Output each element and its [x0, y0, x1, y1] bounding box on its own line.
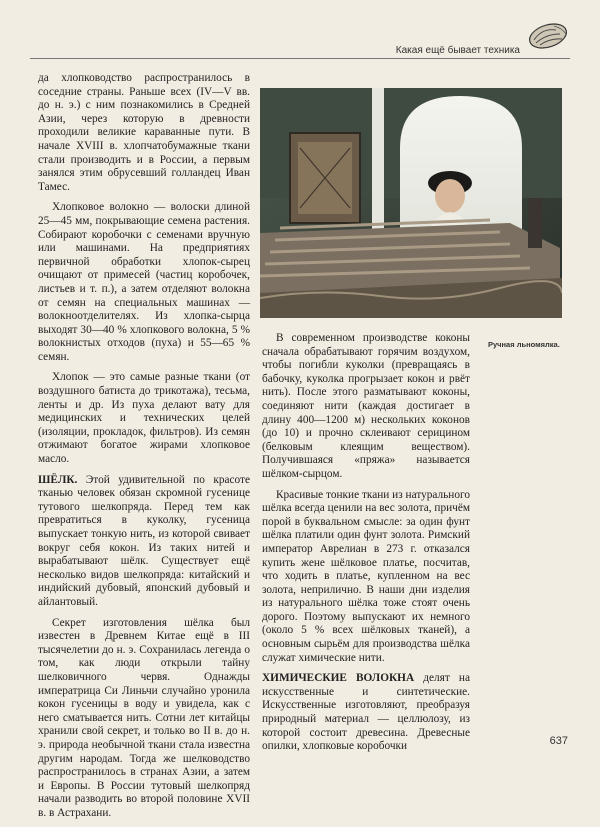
running-header-title: Какая ещё бывает техника — [395, 45, 520, 56]
paragraph-body: Этой удивительной по красоте тканью человек обязан скромной гусенице тутового шелкопряда. Перед тем как превратиться в куколку, гусеница выпускает тонкую нить, из которой свивает вокруг себя кокон. Из таких нитей и вырабатывают шёлк. Существует ещё несколько видов шелкопряда: китайский и индийский дубовый, японский дубовый и айлантовый. — [38, 473, 250, 608]
paragraph-silk — [38, 474, 250, 610]
paragraph: Хлопковое волокно — волоски длиной 25—45 мм, покрывающие семена растения. Собирают коробочки с семенами вручную или машинами. На предприятиях первичной обработки хлопок-сырец очищают от примесей (частиц коробочек, листьев и т. п.), а затем отделяют волокна от семян на специальных машинах — волокноотделителях. Из хлопка-сырца выходят 30—40 % хлопкового волокна, 5 % волокнистых отходов (пуха) и 55—65 % семян. — [38, 201, 250, 363]
right-text-column — [262, 332, 470, 761]
page-number: 637 — [549, 735, 568, 747]
photo-caption: Ручная льномялка. — [488, 340, 560, 349]
left-text-column — [38, 72, 250, 827]
paragraph: Секрет изготовления шёлка был известен в Древнем Китае ещё в III тысячелетии до н. э. Сохранилась легенда о том, как люди открыли тайну шелковичного червя. Однажды императрица Си Линьчи случайно уронила кокон гусеницы в воду и увидела, как с него сматывается нить. Сотни лет китайцы хранили свой секрет, и только во II в. до н. э. природа необычной ткани стала известна другим народам. Тогда же шелководство распространилось в странах Азии, а затем и Европы. В России тутовый шелкопряд начали разводить во второй половине XVII в. в Астрахани. — [38, 616, 250, 819]
header-rule — [30, 58, 570, 59]
paragraph: В современном производстве коконы сначала обрабатывают горячим воздухом, чтобы погибли куколки (превращаясь в бабочку, куколка прогрызает кокон и рвёт нить). После этого разматывают коконы, соединяют нити (каждая достигает в длину 400—1200 м) нескольких коконов (до 10) и прочно склеивают серицином (белковым клеящим веществом). Получившаяся «пряжа» называется шёлком-сырцом. — [262, 332, 470, 480]
paragraph: Хлопок — это самые разные ткани (от воздушного батиста до трикотажа), тесьма, ленты и др. Из пуха делают вату для медицинских и технических целей (изоляции, прокладок, фильтров). Из семян отжимают богатое жирами хлопковое масло. — [38, 371, 250, 466]
paragraph: Красивые тонкие ткани из натурального шёлка всегда ценили на вес золота, причём порой в буквальном смысле: за один фунт шёлка платили один фунт золота. Римский император Аврелиан в 273 г. отказался купить жене шёлковое платье, посчитав, что ходить в платье, купленном на вес золота, неприлично. В наши дни изделия из натурального шёлка тоже стоят очень дорого. Поэтому выпускают их немного (около 5 % всех шёлковых тканей), а основным сырьём для производства шёлка служат химические нити. — [262, 488, 470, 664]
flax-scutching-photo — [260, 88, 562, 318]
cotton-boll-icon — [526, 20, 570, 52]
paragraph: да хлопководство распространилось в соседние страны. Раньше всех (IV—V вв. до н. э.) с ним познакомились в Средней Азии, через которую в древности проходили великие караванные пути. В начале XVIII в. хлопчатобумажные ткани стали производить и в России, а первым занялся этим обрусевший голландец Иван Тамес. — [38, 72, 250, 193]
paragraph-body: делят на искусственные и синтетические. Искусственные изготовляют, преобразуя природный материал — целлюлозу, из которой состоит древесина. Древесные опилки, хлопковые коробочки — [262, 672, 470, 753]
paragraph-chemical-fibers — [262, 672, 470, 754]
section-keyword: ШЁЛК. — [38, 473, 78, 486]
section-keyword: ХИМИЧЕСКИЕ ВОЛОКНА — [262, 672, 415, 685]
